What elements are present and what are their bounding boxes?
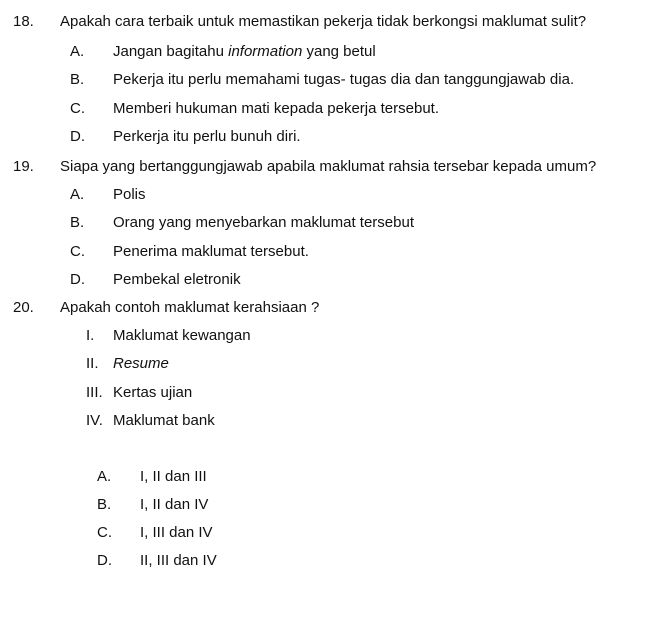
option-letter: D. bbox=[70, 128, 85, 145]
statement-text: Resume bbox=[113, 355, 169, 372]
option-letter: B. bbox=[97, 496, 112, 513]
statement-numeral: II. bbox=[86, 355, 99, 372]
option-text: Polis bbox=[113, 186, 146, 203]
option-letter: C. bbox=[70, 243, 85, 260]
option-letter: B. bbox=[70, 214, 85, 231]
question-text: Apakah contoh maklumat kerahsiaan ? bbox=[60, 299, 320, 316]
statement-numeral: III. bbox=[86, 384, 103, 401]
question-number: 18. bbox=[13, 13, 34, 30]
option-text: Perkerja itu perlu bunuh diri. bbox=[113, 128, 301, 145]
option-letter: A. bbox=[70, 43, 85, 60]
statement-text: Maklumat bank bbox=[113, 412, 215, 429]
option-text: Pembekal eletronik bbox=[113, 271, 241, 288]
option-a-text: Jangan bagitahu information yang betul bbox=[113, 43, 376, 60]
option-letter: A. bbox=[97, 468, 112, 485]
option-letter: A. bbox=[70, 186, 85, 203]
option-text: I, III dan IV bbox=[140, 524, 213, 541]
option-text: Memberi hukuman mati kepada pekerja tersebut. bbox=[113, 100, 440, 117]
question-text: Apakah cara terbaik untuk memastikan pekerja tidak berkongsi maklumat sulit? bbox=[60, 13, 587, 30]
statement-numeral: I. bbox=[86, 327, 95, 344]
question-number: 20. bbox=[13, 299, 34, 316]
question-number: 19. bbox=[13, 158, 34, 175]
option-text: Orang yang menyebarkan maklumat tersebut bbox=[113, 214, 414, 231]
italic-term: information bbox=[228, 43, 303, 60]
statement-text: Kertas ujian bbox=[113, 384, 193, 401]
option-text: Penerima maklumat tersebut. bbox=[113, 243, 309, 260]
option-text: I, II dan III bbox=[140, 468, 207, 485]
statement-numeral: IV. bbox=[86, 412, 103, 429]
option-letter: B. bbox=[70, 71, 85, 88]
option-letter: D. bbox=[97, 552, 112, 569]
option-letter: C. bbox=[97, 524, 112, 541]
option-text: I, II dan IV bbox=[140, 496, 209, 513]
question-text: Siapa yang bertanggungjawab apabila maklumat rahsia tersebar kepada umum? bbox=[60, 158, 597, 175]
option-text: II, III dan IV bbox=[140, 552, 217, 569]
option-letter: C. bbox=[70, 100, 85, 117]
option-letter: D. bbox=[70, 271, 85, 288]
option-text: Pekerja itu perlu memahami tugas- tugas dia dan tanggungjawab dia. bbox=[113, 71, 575, 88]
statement-text: Maklumat kewangan bbox=[113, 327, 251, 344]
